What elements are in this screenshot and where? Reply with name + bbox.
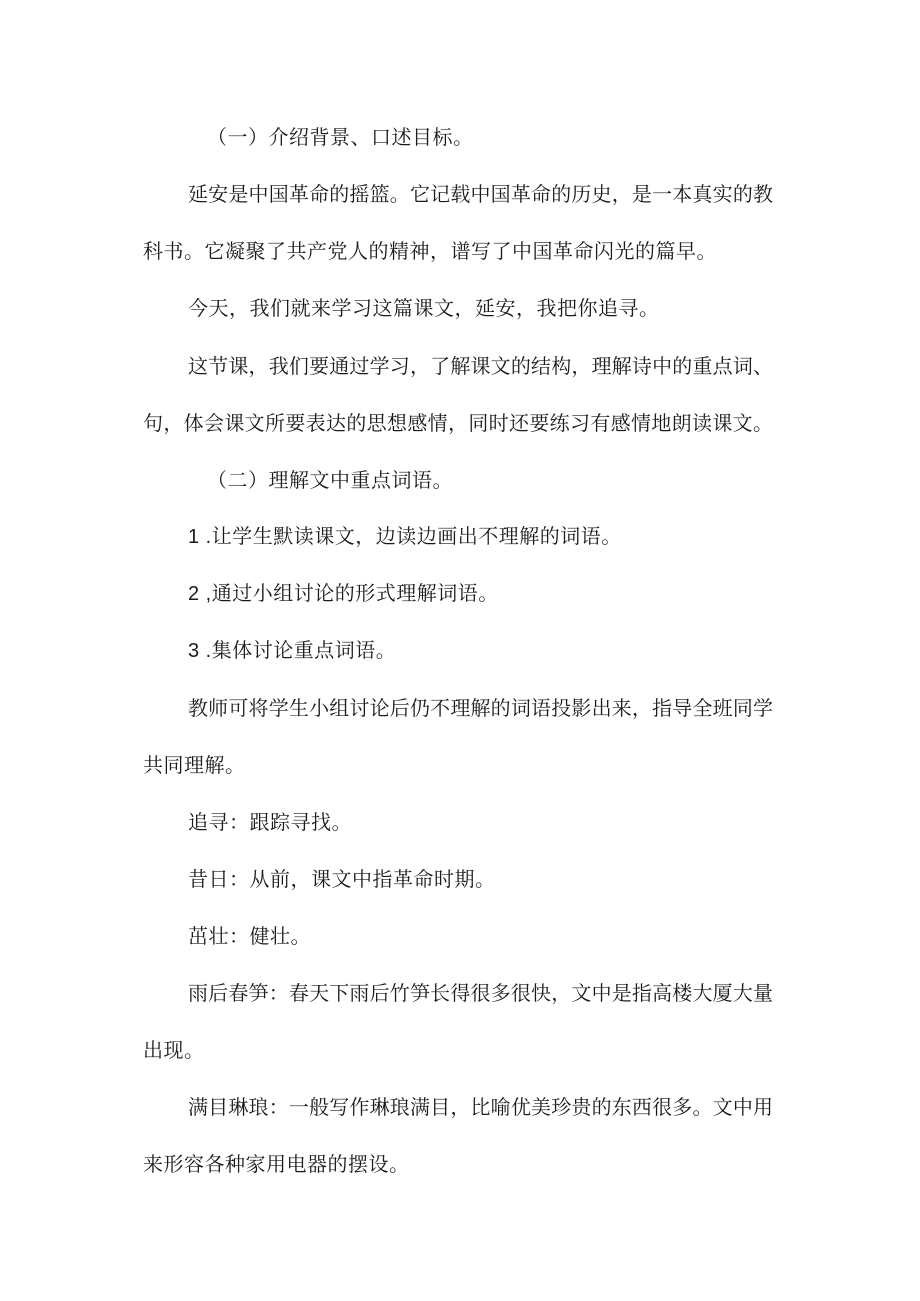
definition-item: 茁壮：健壮。 <box>188 924 311 948</box>
paragraph-line: 教师可将学生小组讨论后仍不理解的词语投影出来，指导全班同学 <box>188 696 773 720</box>
list-item: 2 ,通过小组讨论的形式理解词语。 <box>188 583 499 605</box>
definition-item: 满目琳琅：一般写作琳琅满目，比喻优美珍贵的东西很多。文中用 <box>188 1095 773 1119</box>
definition-item: 雨后春笋：春天下雨后竹笋长得很多很快，文中是指高楼大厦大量 <box>188 981 773 1005</box>
definition-item: 追寻：跟踪寻找。 <box>188 810 352 834</box>
paragraph-line: 今天，我们就来学习这篇课文，延安，我把你追寻。 <box>188 296 660 320</box>
list-item: 3 .集体讨论重点词语。 <box>188 640 397 662</box>
paragraph-line: 句，体会课文所要表达的思想感情，同时还要练习有感情地朗读课文。 <box>143 411 773 435</box>
paragraph-line: 科书。它凝聚了共产党人的精神，谱写了中国革命闪光的篇早。 <box>143 239 717 263</box>
list-item: 1 .让学生默读课文，边读边画出不理解的词语。 <box>188 526 622 548</box>
section-heading-2: （二）理解文中重点词语。 <box>207 468 453 492</box>
definition-item: 昔日：从前，课文中指革命时期。 <box>188 867 496 891</box>
paragraph-line: 共同理解。 <box>143 753 246 777</box>
paragraph-line: 延安是中国革命的摇篮。它记载中国革命的历史，是一本真实的教 <box>188 182 773 206</box>
section-heading-1: （一）介绍背景、口述目标。 <box>207 125 474 149</box>
paragraph-line: 出现。 <box>143 1038 205 1062</box>
paragraph-line: 这节课，我们要通过学习，了解课文的结构，理解诗中的重点词、 <box>188 354 773 378</box>
paragraph-line: 来形容各种家用电器的摆设。 <box>143 1152 410 1176</box>
